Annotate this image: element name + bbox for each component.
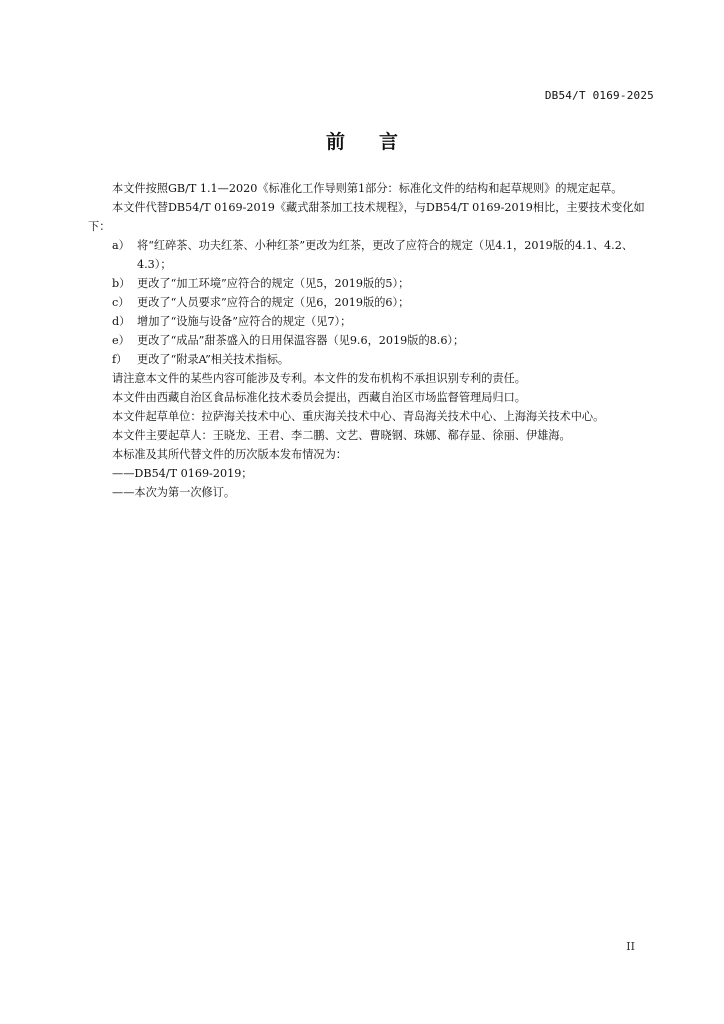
list-item-marker: a）	[112, 239, 130, 252]
history-intro: 本标准及其所代替文件的历次版本发布情况为：	[112, 448, 347, 461]
list-item-text: 更改了“成品”甜茶盛入的日用保温容器（见9.6，2019版的8.6）；	[137, 334, 465, 347]
replacement-paragraph: 本文件代替DB54/T 0169-2019《藏式甜茶加工技术规程》，与DB54/T 0169-2019相比，主要技术变化如下：	[88, 201, 645, 233]
patent-notice: 请注意本文件的某些内容可能涉及专利。本文件的发布机构不承担识别专利的责任。	[112, 372, 526, 385]
list-item	[88, 312, 660, 331]
list-item	[88, 274, 660, 293]
list-item	[88, 350, 660, 369]
list-item-marker: c）	[112, 296, 130, 309]
intro-paragraph: 本文件按照GB/T 1.1—2020《标准化工作导则第1部分：标准化文件的结构和起草规则》的规定起草。	[112, 182, 623, 195]
foreword-content	[88, 179, 660, 502]
drafting-units-paragraph: 本文件起草单位：拉萨海关技术中心、重庆海关技术中心、青岛海关技术中心、上海海关技术中心。	[112, 410, 605, 423]
section-title: 前言	[325, 131, 432, 153]
drafters-paragraph: 本文件主要起草人：王晓龙、王君、李二鹏、文艺、曹晓钢、珠娜、郗存显、徐丽、伊雄海。	[112, 429, 571, 442]
list-item	[88, 236, 660, 274]
proposer-paragraph: 本文件由西藏自治区食品标准化技术委员会提出，西藏自治区市场监督管理局归口。	[112, 391, 526, 404]
page-number: II	[626, 940, 635, 953]
document-code: DB54/T 0169-2025	[544, 89, 654, 102]
list-item-text: 更改了“附录A”相关技术指标。	[137, 353, 290, 366]
list-item-text: 增加了“设施与设备”应符合的规定（见7）；	[137, 315, 352, 328]
list-item-marker: e）	[112, 334, 130, 347]
list-item-marker: d）	[112, 315, 131, 328]
list-item-marker: f）	[112, 353, 128, 366]
list-item-text: 更改了“加工环境”应符合的规定（见5，2019版的5）；	[137, 277, 410, 290]
list-item	[88, 293, 660, 312]
list-item-text: 将“红碎茶、功夫红茶、小种红茶”更改为红茶，更改了应符合的规定（见4.1，2019版的4.1、4.2、4.3）；	[137, 239, 634, 271]
changes-list	[88, 236, 660, 369]
history-item: ——DB54/T 0169-2019；	[112, 467, 253, 480]
history-item: ——本次为第一次修订。	[112, 486, 236, 499]
list-item-marker: b）	[112, 277, 131, 290]
list-item-text: 更改了“人员要求”应符合的规定（见6，2019版的6）；	[137, 296, 410, 309]
list-item	[88, 331, 660, 350]
